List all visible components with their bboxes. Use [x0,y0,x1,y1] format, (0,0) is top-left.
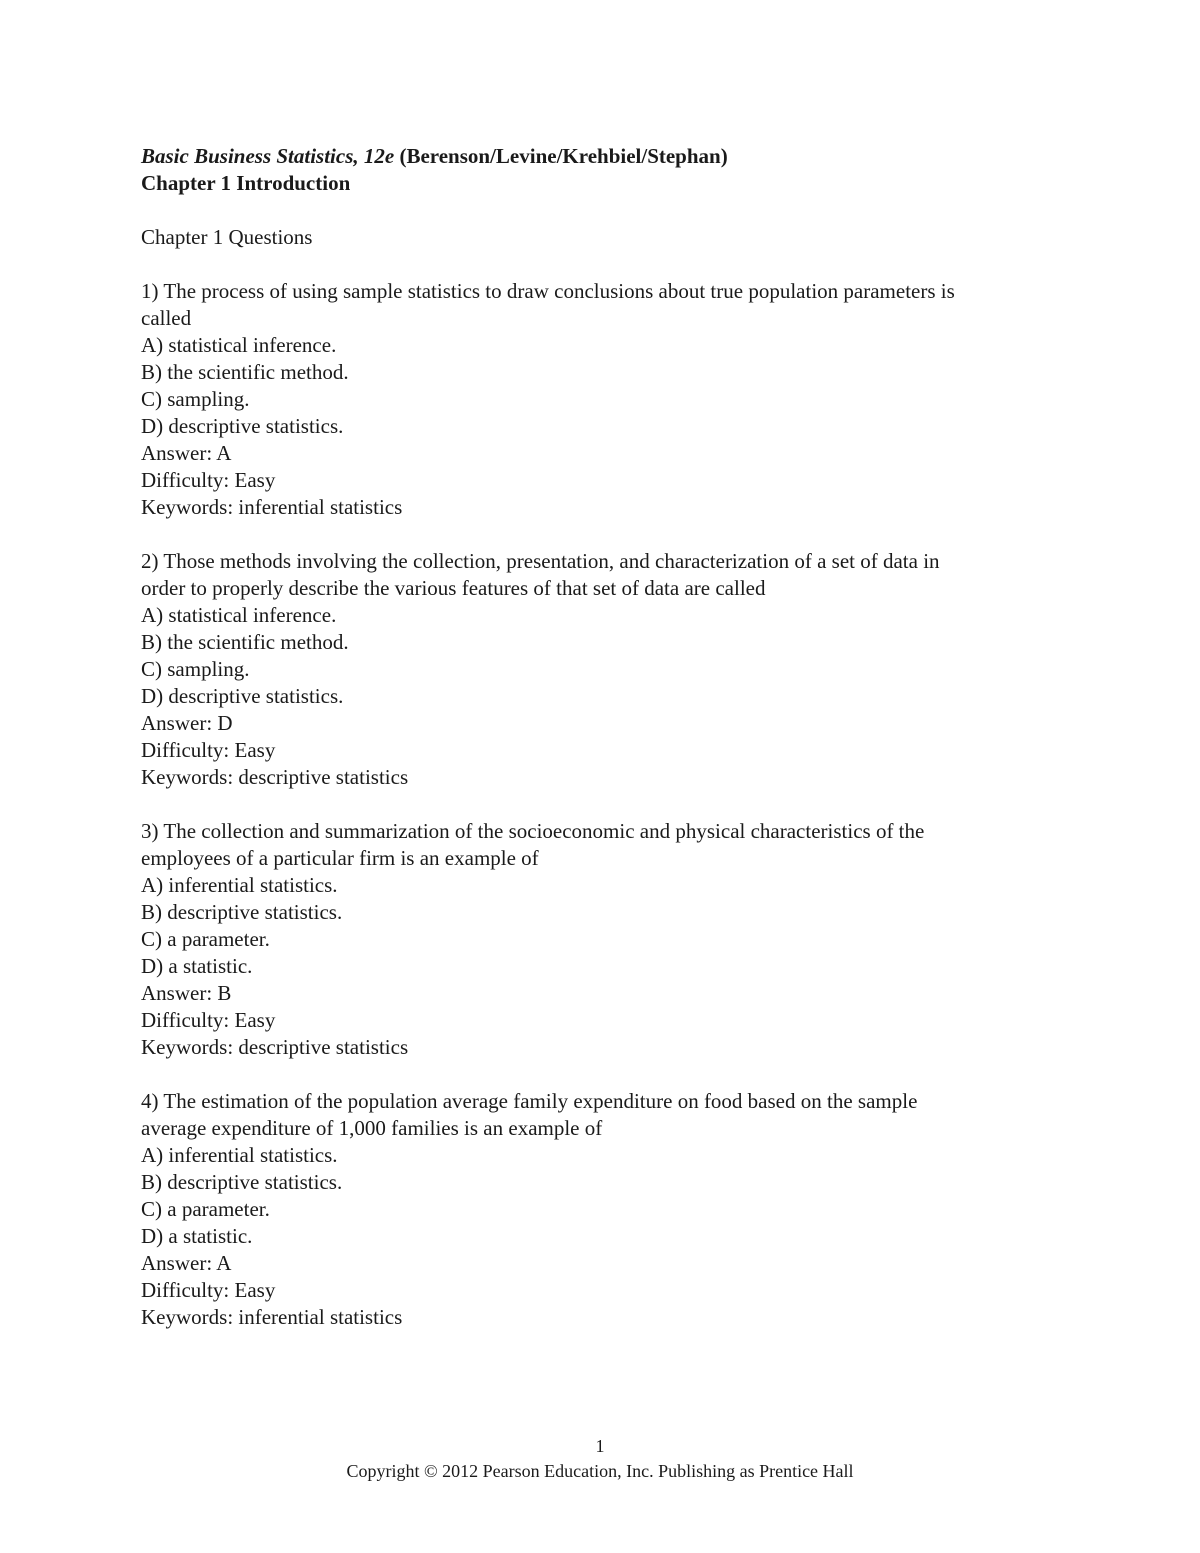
answer-option: A) inferential statistics. [141,1143,338,1167]
keywords: Keywords: descriptive statistics [141,765,409,789]
answer-option: C) sampling. [141,657,250,681]
answer-option: D) descriptive statistics. [141,684,344,708]
answer-option: C) a parameter. [141,1197,270,1221]
answer-option: B) descriptive statistics. [141,900,343,924]
question-block [141,278,1081,521]
answer-option: D) descriptive statistics. [141,414,344,438]
answer-option: B) the scientific method. [141,360,349,384]
book-title [141,143,1081,170]
difficulty: Difficulty: Easy [141,738,276,762]
answer-option: A) inferential statistics. [141,873,338,897]
question-block [141,1088,1081,1331]
answer-option: A) statistical inference. [141,603,337,627]
difficulty: Difficulty: Easy [141,468,276,492]
difficulty: Difficulty: Easy [141,1278,276,1302]
copyright-notice: Copyright © 2012 Pearson Education, Inc. Publishing as Prentice Hall [346,1461,854,1481]
keywords: Keywords: inferential statistics [141,495,403,519]
keywords: Keywords: descriptive statistics [141,1035,409,1059]
answer-option: C) sampling. [141,387,250,411]
answer-option: B) the scientific method. [141,630,349,654]
question-stem-line: called [141,306,192,330]
answer-option: C) a parameter. [141,927,270,951]
question-block [141,548,1081,791]
question-stem-line: average expenditure of 1,000 families is an example of [141,1116,603,1140]
section-title: Chapter 1 Questions [141,225,313,249]
book-title-italic: Basic Business Statistics, 12e [141,144,395,168]
question-stem-line: 2) Those methods involving the collection, presentation, and characterization of a set of data in [141,549,940,573]
keywords: Keywords: inferential statistics [141,1305,403,1329]
answer-key: Answer: B [141,981,232,1005]
page-content [141,143,1081,1331]
question-stem-line: 3) The collection and summarization of the socioeconomic and physical characteristics of the [141,819,925,843]
difficulty: Difficulty: Easy [141,1008,276,1032]
question-stem-line: 4) The estimation of the population average family expenditure on food based on the sample [141,1089,918,1113]
question-stem-line: employees of a particular firm is an example of [141,846,539,870]
answer-option: D) a statistic. [141,1224,253,1248]
chapter-title: Chapter 1 Introduction [141,171,351,195]
page-number: 1 [595,1436,605,1456]
question-block [141,818,1081,1061]
answer-key: Answer: A [141,1251,232,1275]
answer-key: Answer: D [141,711,233,735]
answer-key: Answer: A [141,441,232,465]
book-authors: (Berenson/Levine/Krehbiel/Stephan) [394,144,728,168]
question-stem-line: order to properly describe the various features of that set of data are called [141,576,766,600]
answer-option: D) a statistic. [141,954,253,978]
answer-option: B) descriptive statistics. [141,1170,343,1194]
answer-option: A) statistical inference. [141,333,337,357]
question-stem-line: 1) The process of using sample statistics to draw conclusions about true population parameters is [141,279,955,303]
